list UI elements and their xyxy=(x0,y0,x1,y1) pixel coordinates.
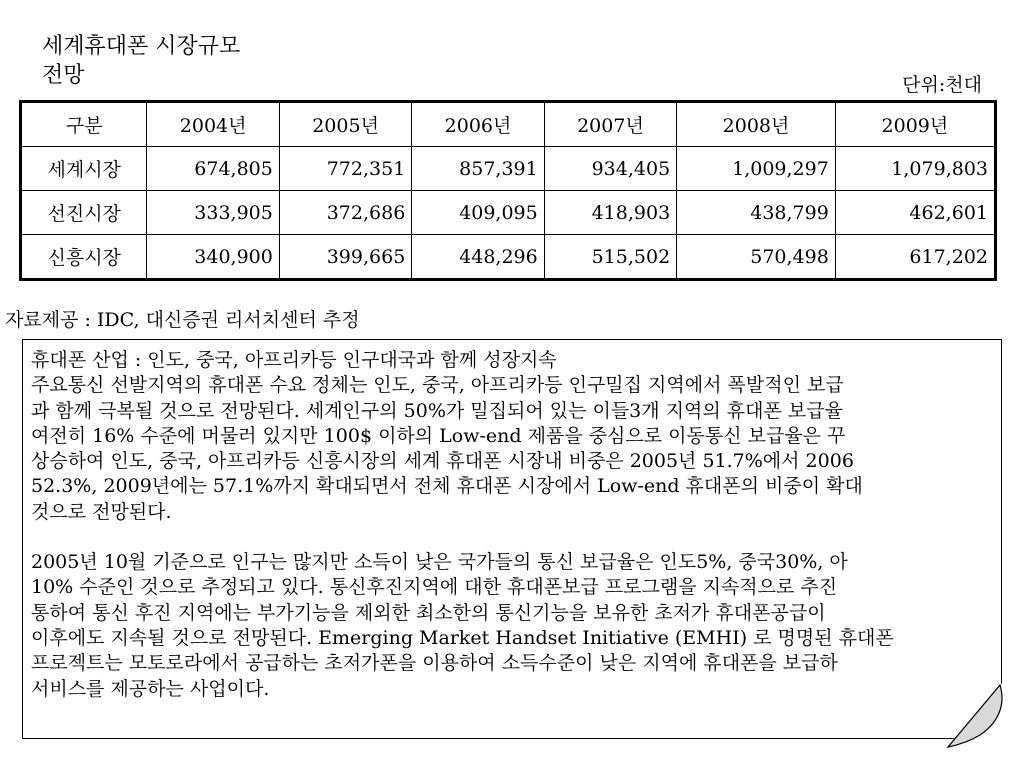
table-cell: 418,903 xyxy=(544,191,676,235)
page-title: 세계휴대폰 시장규모 전망 xyxy=(42,34,241,88)
text-line: 상승하여 인도, 중국, 아프리카등 신흥시장의 세계 휴대폰 시장내 비중은 2005년 51.7%에서 2006 xyxy=(31,450,854,473)
page-curl-icon xyxy=(940,683,1010,753)
table-row xyxy=(21,191,996,235)
header-year: 2009년 xyxy=(835,102,995,147)
text-line: 휴대폰 산업 : 인도, 중국, 아프리카등 인구대국과 함께 성장지속 xyxy=(31,349,557,371)
text-line: 2005년 10월 기준으로 인구는 많지만 소득이 낮은 국가들의 통신 보급율은 인도5%, 중국30%, 아 xyxy=(31,551,848,574)
row-label: 선진시장 xyxy=(21,191,147,235)
table-cell: 333,905 xyxy=(147,191,279,235)
table-row xyxy=(21,147,996,191)
commentary-box xyxy=(22,339,1002,739)
table-cell: 462,601 xyxy=(835,191,995,235)
header-year: 2006년 xyxy=(412,102,544,147)
table-cell: 934,405 xyxy=(544,147,676,191)
table-row xyxy=(21,235,996,280)
table-cell: 570,498 xyxy=(677,235,836,280)
table-header-row xyxy=(21,102,996,147)
table-cell: 409,095 xyxy=(412,191,544,235)
table-cell: 438,799 xyxy=(677,191,836,235)
text-line: 52.3%, 2009년에는 57.1%까지 확대되면서 전체 휴대폰 시장에서 Low-end 휴대폰의 비중이 확대 xyxy=(31,475,863,498)
market-size-table xyxy=(19,100,997,281)
text-line: 서비스를 제공하는 사업이다. xyxy=(31,677,270,700)
table-cell: 674,805 xyxy=(147,147,279,191)
table-cell: 1,079,803 xyxy=(835,147,995,191)
text-line: 프로젝트는 모토로라에서 공급하는 초저가폰을 이용하여 소득수준이 낮은 지역에 휴대폰을 보급하 xyxy=(31,652,838,675)
source-note: 자료제공 : IDC, 대신증권 리서치센터 추정 xyxy=(5,309,360,331)
text-line: 여전히 16% 수준에 머물러 있지만 100$ 이하의 Low-end 제품을 중심으로 이동통신 보급율은 꾸 xyxy=(31,424,846,447)
header-year: 2008년 xyxy=(677,102,836,147)
header-year: 2004년 xyxy=(147,102,279,147)
text-line: 통하여 통신 후진 지역에는 부가기능을 제외한 최소한의 통신기능을 보유한 초저가 휴대폰공급이 xyxy=(31,601,826,624)
table-cell: 1,009,297 xyxy=(677,147,836,191)
text-line: 이후에도 지속될 것으로 전망된다. Emerging Market Handset Initiative (EMHI) 로 명명된 휴대폰 xyxy=(31,626,894,649)
table-cell: 515,502 xyxy=(544,235,676,280)
table-cell: 857,391 xyxy=(412,147,544,191)
row-label: 신흥시장 xyxy=(21,235,147,280)
table-cell: 340,900 xyxy=(147,235,279,280)
text-line: 과 함께 극복될 것으로 전망된다. 세계인구의 50%가 밀집되어 있는 이들3개 지역의 휴대폰 보급율 xyxy=(31,399,843,422)
text-line: 것으로 전망된다. xyxy=(31,500,172,523)
text-line: 10% 수준인 것으로 추정되고 있다. 통신후진지역에 대한 휴대폰보급 프로그램을 지속적으로 추진 xyxy=(31,576,838,599)
unit-label: 단위:천대 xyxy=(902,74,982,96)
commentary-text xyxy=(31,348,1002,702)
row-label: 세계시장 xyxy=(21,147,147,191)
header-category: 구분 xyxy=(21,102,147,147)
table-cell: 399,665 xyxy=(279,235,411,280)
header-year: 2007년 xyxy=(544,102,676,147)
text-line: 주요통신 선발지역의 휴대폰 수요 정체는 인도, 중국, 아프리카등 인구밀집 지역에서 폭발적인 보급 xyxy=(31,374,844,397)
table-cell: 617,202 xyxy=(835,235,995,280)
table-cell: 372,686 xyxy=(279,191,411,235)
header-year: 2005년 xyxy=(279,102,411,147)
table-cell: 772,351 xyxy=(279,147,411,191)
table-cell: 448,296 xyxy=(412,235,544,280)
paragraph-gap xyxy=(31,525,1002,550)
